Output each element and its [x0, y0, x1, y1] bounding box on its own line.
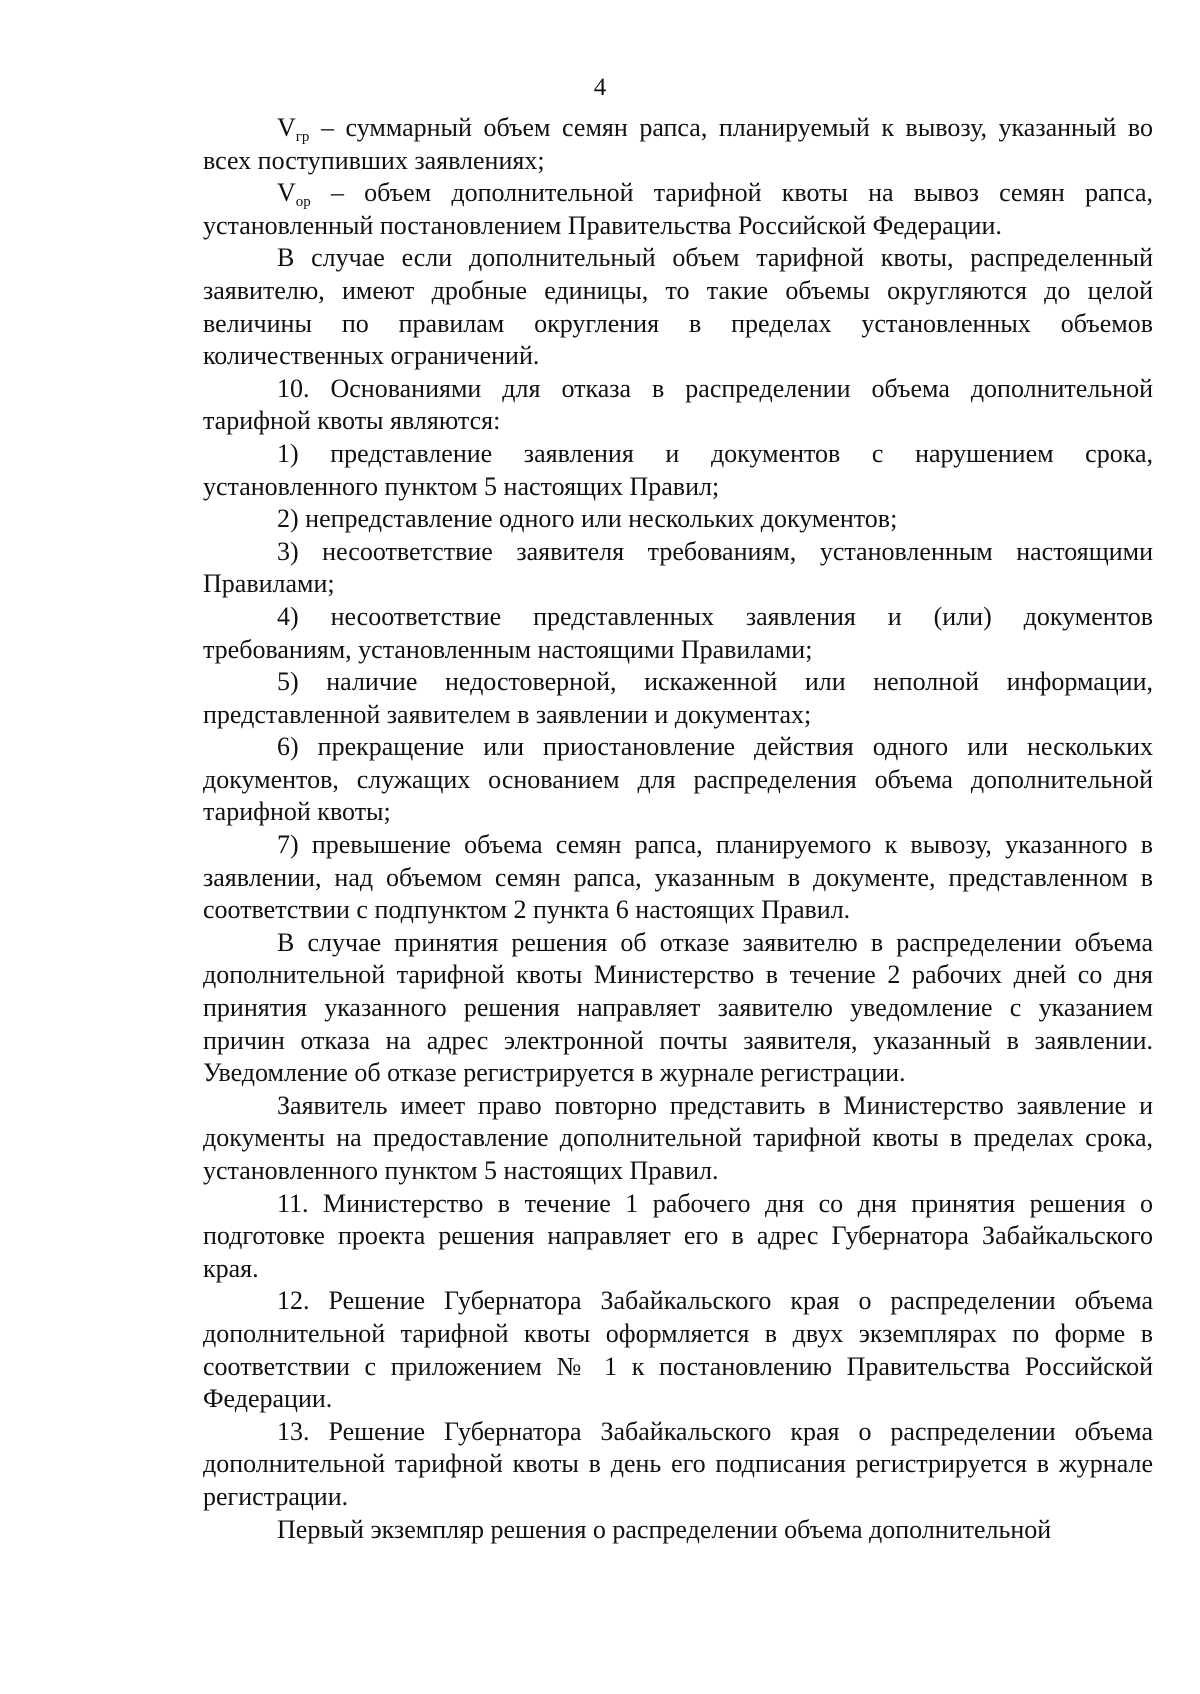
list-item-6: 6) прекращение или приостановление действия одного или нескольких документов, служащих основанием для распределения объема дополнительной тарифной квоты; — [203, 732, 1153, 827]
paragraph-item-12: 12. Решение Губернатора Забайкальского края о распределении объема дополнительной тарифной квоты оформляется в двух экземплярах по форме в соответствии с приложением № 1 к постановлению Правительства Российской Федерации. — [203, 1286, 1153, 1414]
paragraph-item-13: 13. Решение Губернатора Забайкальского края о распределении объема дополнительной тарифной квоты в день его подписания регистрируется в журнале регистрации. — [203, 1416, 1153, 1511]
page-number: 4 — [593, 74, 607, 101]
paragraph-v-or — [203, 177, 1153, 242]
list-item-3: 3) несоответствие заявителя требованиям, установленным настоящими Правилами; — [203, 536, 1153, 599]
paragraph-refusal-notice: В случае принятия решения об отказе заявителю в распределении объема дополнительной тарифной квоты Министерство в течение 2 рабочих дней со дня принятия указанного решения направляет заявителю уведомление с указанием причин отказа на адрес электронной почты заявителя, указанный в заявлении. Уведомление об отказе регистрируется в журнале регистрации. — [203, 927, 1153, 1088]
paragraph-rounding: В случае если дополнительный объем тарифной квоты, распределенный заявителю, имеют дробные единицы, то такие объемы округляются до целой величины по правилам округления в пределах установленных объемов количественных ограничений. — [203, 243, 1153, 371]
paragraph-item-10: 10. Основаниями для отказа в распределении объема дополнительной тарифной квоты являются: — [203, 373, 1153, 436]
list-item-2: 2) непредставление одного или нескольких документов; — [277, 504, 898, 534]
paragraph-first-copy: Первый экземпляр решения о распределении объема дополнительной — [277, 1514, 1052, 1544]
paragraph-text: – объем дополнительной тарифной квоты на вывоз семян рапса, установленный постановлением Правительства Российской Федерации. — [203, 178, 1153, 240]
list-item-7: 7) превышение объема семян рапса, планируемого к вывозу, указанного в заявлении, над объемом семян рапса, указанным в документе, представленном в соответствии с подпунктом 2 пункта 6 настоящих Правил. — [203, 830, 1153, 925]
document-body — [203, 112, 1153, 1546]
paragraph-text: – суммарный объем семян рапса, планируемый к вывозу, указанный во всех поступивших заявлениях; — [203, 113, 1153, 175]
variable-symbol: V — [277, 178, 296, 208]
list-item-1: 1) представление заявления и документов с нарушением срока, установленного пунктом 5 настоящих Правил; — [203, 438, 1153, 501]
variable-symbol: V — [277, 113, 296, 142]
list-item-4: 4) несоответствие представленных заявления и (или) документов требованиям, установленным настоящими Правилами; — [203, 601, 1153, 664]
variable-subscript: ор — [295, 194, 311, 211]
paragraph-v-gr — [203, 112, 1153, 177]
variable-subscript: гр — [295, 129, 310, 145]
list-item-5: 5) наличие недостоверной, искаженной или неполной информации, представленной заявителем в заявлении и документах; — [203, 667, 1153, 729]
paragraph-item-11: 11. Министерство в течение 1 рабочего дня со дня принятия решения о подготовке проекта решения направляет его в адрес Губернатора Забайкальского края. — [203, 1188, 1153, 1283]
paragraph-resubmit: Заявитель имеет право повторно представить в Министерство заявление и документы на предоставление дополнительной тарифной квоты в пределах срока, установленного пунктом 5 настоящих Правил. — [203, 1090, 1153, 1185]
